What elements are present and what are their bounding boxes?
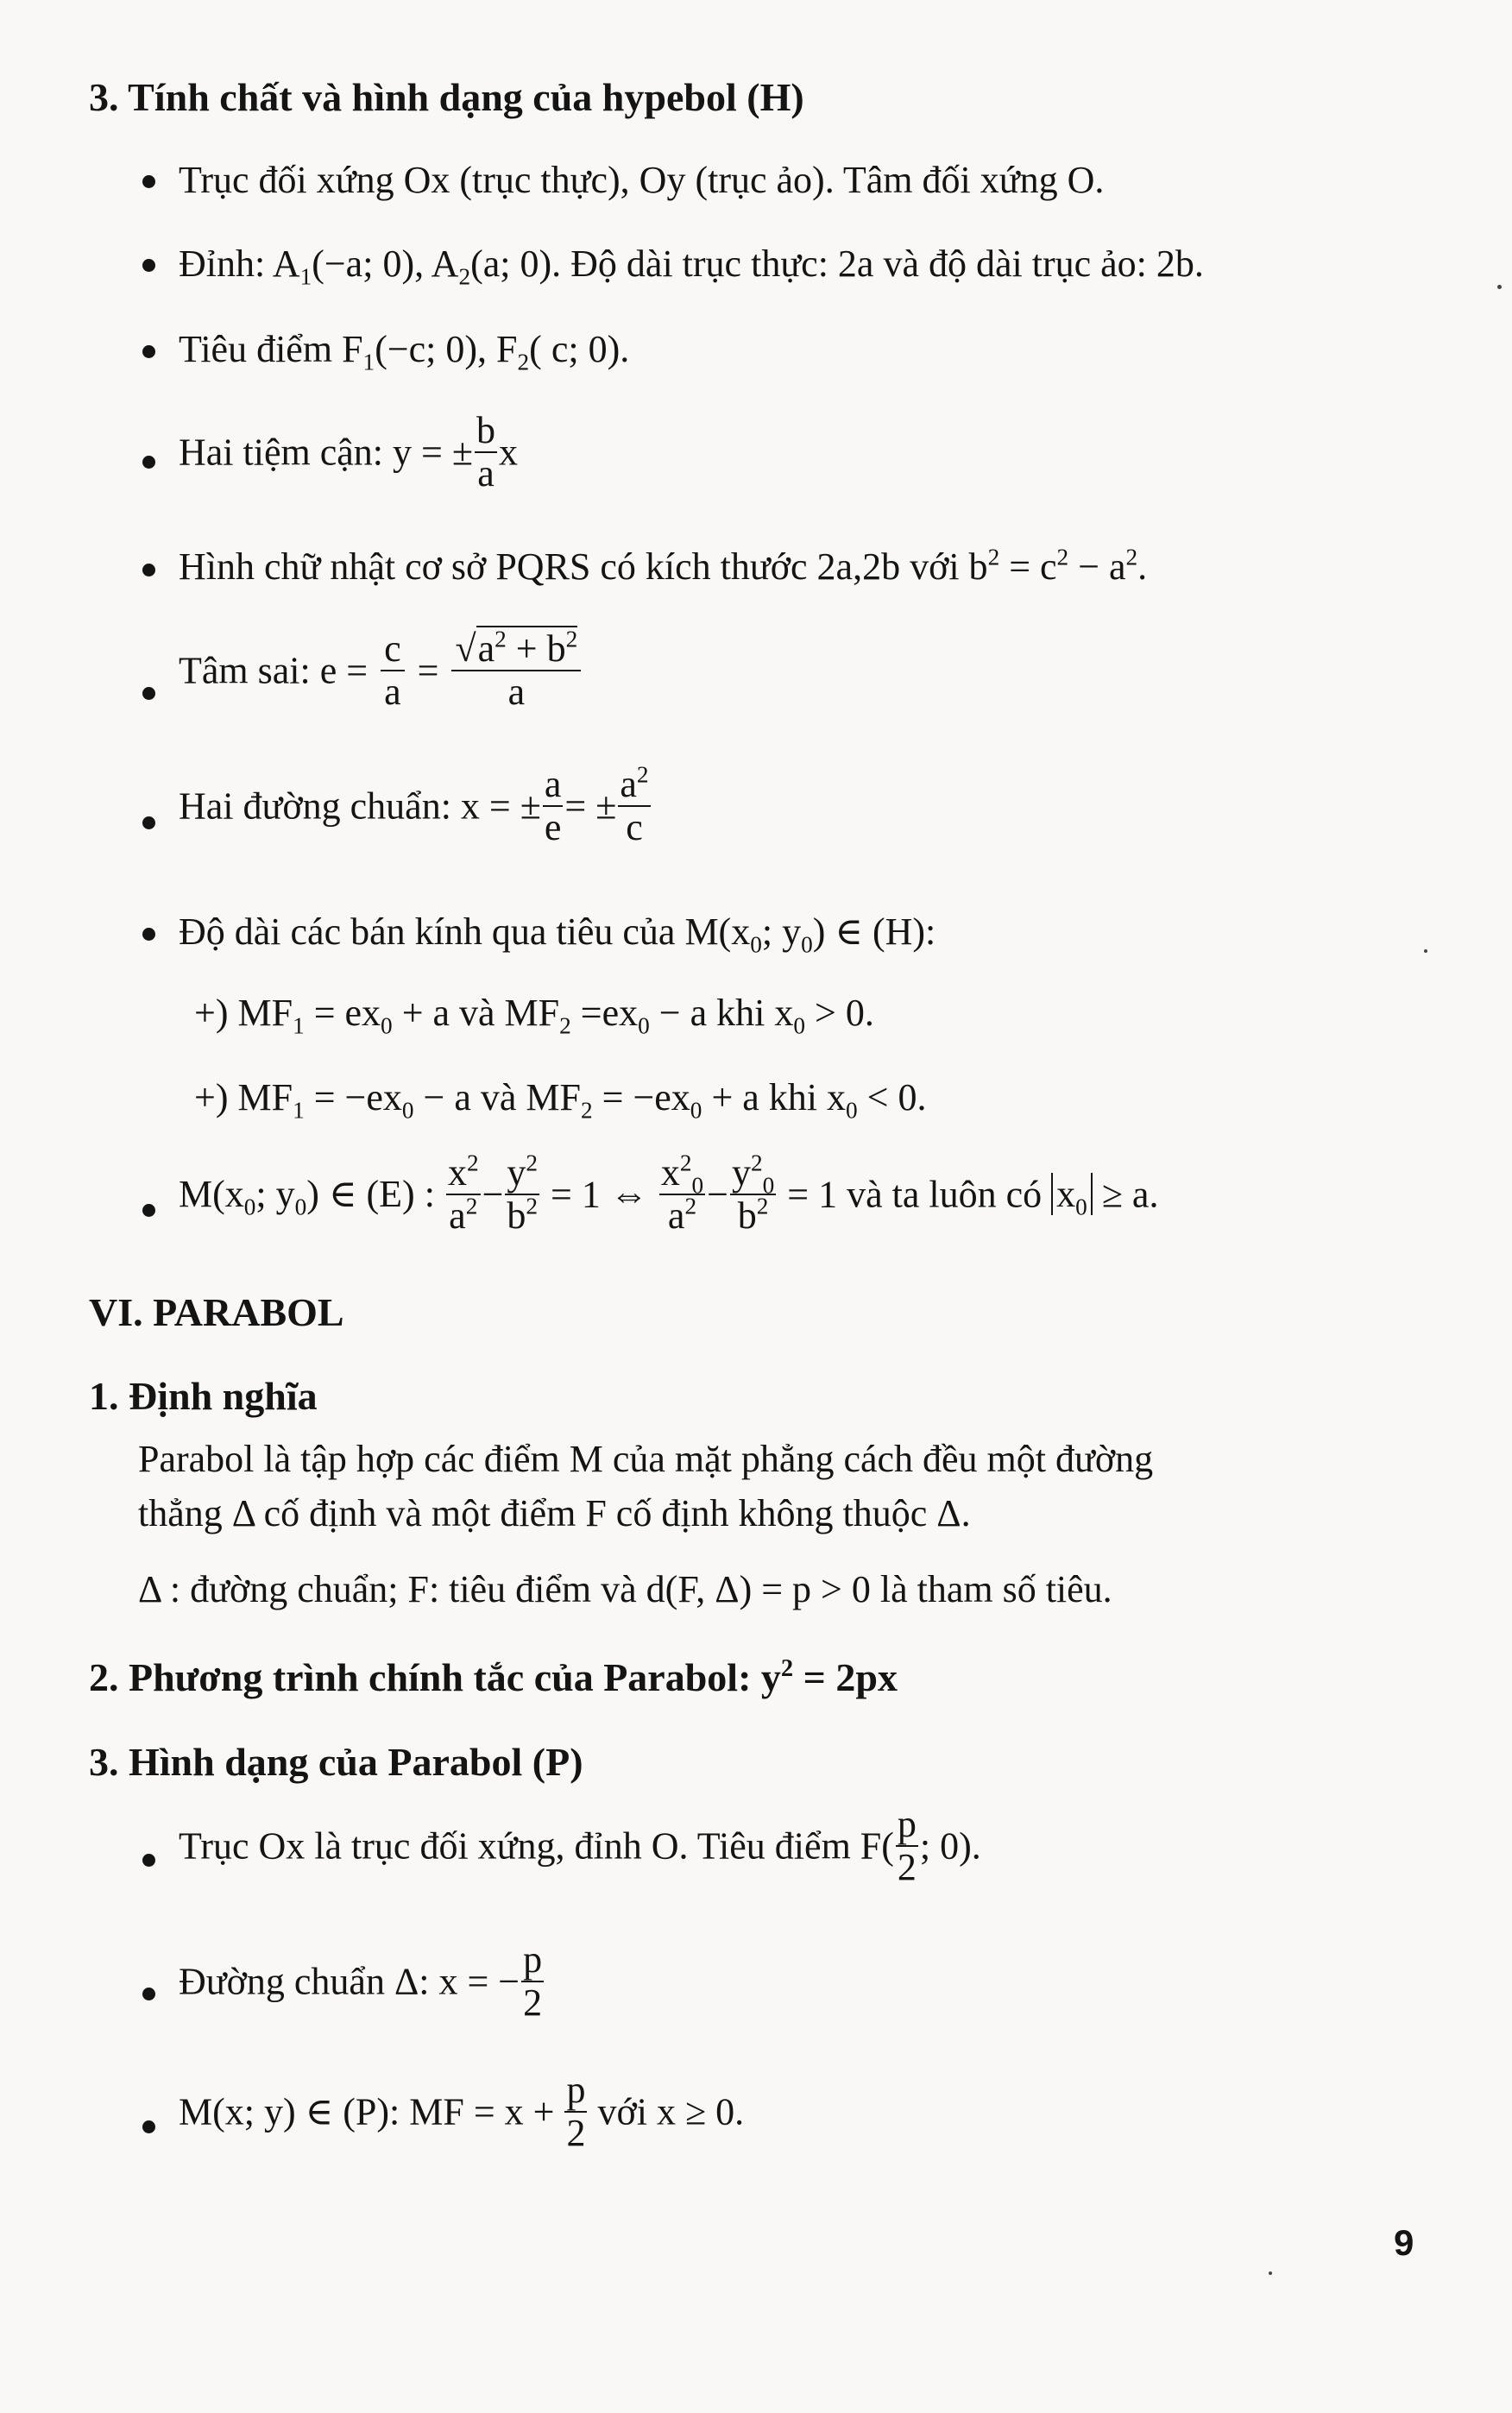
scan-speck xyxy=(1497,285,1502,289)
parabola-axis-focus: Trục Ox là trục đối xứng, đỉnh O. Tiêu điểm F( $\frac{p}{2}$ ; 0). xyxy=(179,1803,981,1889)
focal-radius-case-positive: +) $MF_1 = ex_0 + a$ và $MF_2 =ex_0 - a$ khi $x_0 > 0$. xyxy=(194,992,874,1039)
bullet-icon xyxy=(142,259,155,272)
scan-speck xyxy=(1424,949,1427,953)
hyperbola-membership: $M(x_0$; $y_0$) ∈ (E) : $\frac{x^2}{a^2}$ − $\frac{y^2}{b^2}$ = 1 ⇔ $\frac{x^2_0}{a^2}$ − $\frac{y^2_0}{b^2}$ = 1 và ta luôn có $x_0 \ge a$. xyxy=(179,1150,1159,1238)
bullet-icon xyxy=(142,564,155,576)
hyperbola-eccentricity: Tâm sai: e = $\frac{c}{a}$ = $\frac{√a^2 + b^2}{a}$ xyxy=(179,628,584,714)
parabola-directrix: Đường chuẩn Δ: x = − $\frac{p}{2}$ xyxy=(179,1938,543,2025)
bullet-icon xyxy=(142,928,155,941)
parabola-definition-line-3: Δ : đường chuẩn; F: tiêu điểm và d(F, Δ) = p > 0 là tham số tiêu. xyxy=(138,1568,1112,1610)
hyperbola-asymptotes: Hai tiệm cận: y = ± $\frac{b}{a}$ x xyxy=(179,409,518,495)
hyperbola-axes: Trục đối xứng Ox (trục thực), Oy (trục ảo). Tâm đối xứng O. xyxy=(179,159,1105,201)
parabola-definition-line-1: Parabol là tập hợp các điểm M của mặt phẳng cách đều một đường xyxy=(138,1438,1154,1480)
focal-radius-case-negative: +) $MF_1 = -ex_0 - a$ và $MF_2 = -ex_0 + a$ khi $x_0 < 0$. xyxy=(194,1076,927,1124)
parabola-shape-heading: 3. Hình dạng của Parabol (P) xyxy=(89,1740,583,1784)
parabola-section-title: VI. PARABOL xyxy=(89,1290,344,1334)
hyperbola-base-rectangle: Hình chữ nhật cơ sở PQRS có kích thước 2a,2b với $b^2 = c^2 - a^2$. xyxy=(179,544,1148,588)
bullet-icon xyxy=(142,2120,155,2133)
bullet-icon xyxy=(142,456,155,469)
bullet-icon xyxy=(142,816,155,829)
bullet-icon xyxy=(142,1204,155,1217)
hyperbola-vertices: Đỉnh: $A_1(-a$; 0), $A_2(a$; 0). Độ dài trục thực: 2a và độ dài trục ảo: 2b. xyxy=(179,243,1204,290)
parabola-definition-heading: 1. Định nghĩa xyxy=(89,1374,318,1418)
bullet-icon xyxy=(142,175,155,188)
hyperbola-directrices: Hai đường chuẩn: x = ± $\frac{a}{e}$ = ± $\frac{a^2}{c}$ xyxy=(179,761,649,849)
page-number: 9 xyxy=(1394,2222,1414,2263)
parabola-equation-heading: 2. Phương trình chính tắc của Parabol: $y^2 = 2px$ xyxy=(89,1654,898,1699)
bullet-icon xyxy=(142,1854,155,1867)
hyperbola-focal-radius: Độ dài các bán kính qua tiêu của $M(x_0$; $y_0$) ∈ (H): xyxy=(179,910,936,958)
parabola-focal-distance: M(x; y) ∈ (P): MF = x + $\frac{p}{2}$ với x ≥ 0. xyxy=(179,2069,745,2155)
hyperbola-heading: 3. Tính chất và hình dạng của hypebol (H) xyxy=(89,75,804,119)
bullet-icon xyxy=(142,687,155,700)
bullet-icon xyxy=(142,1988,155,2000)
scan-speck xyxy=(1269,2271,1272,2275)
bullet-icon xyxy=(142,345,155,358)
parabola-definition-line-2: thẳng Δ cố định và một điểm F cố định không thuộc Δ. xyxy=(138,1492,971,1534)
hyperbola-foci: Tiêu điểm $F_1(-c$; 0), $F_2$( c; 0). xyxy=(179,328,630,375)
